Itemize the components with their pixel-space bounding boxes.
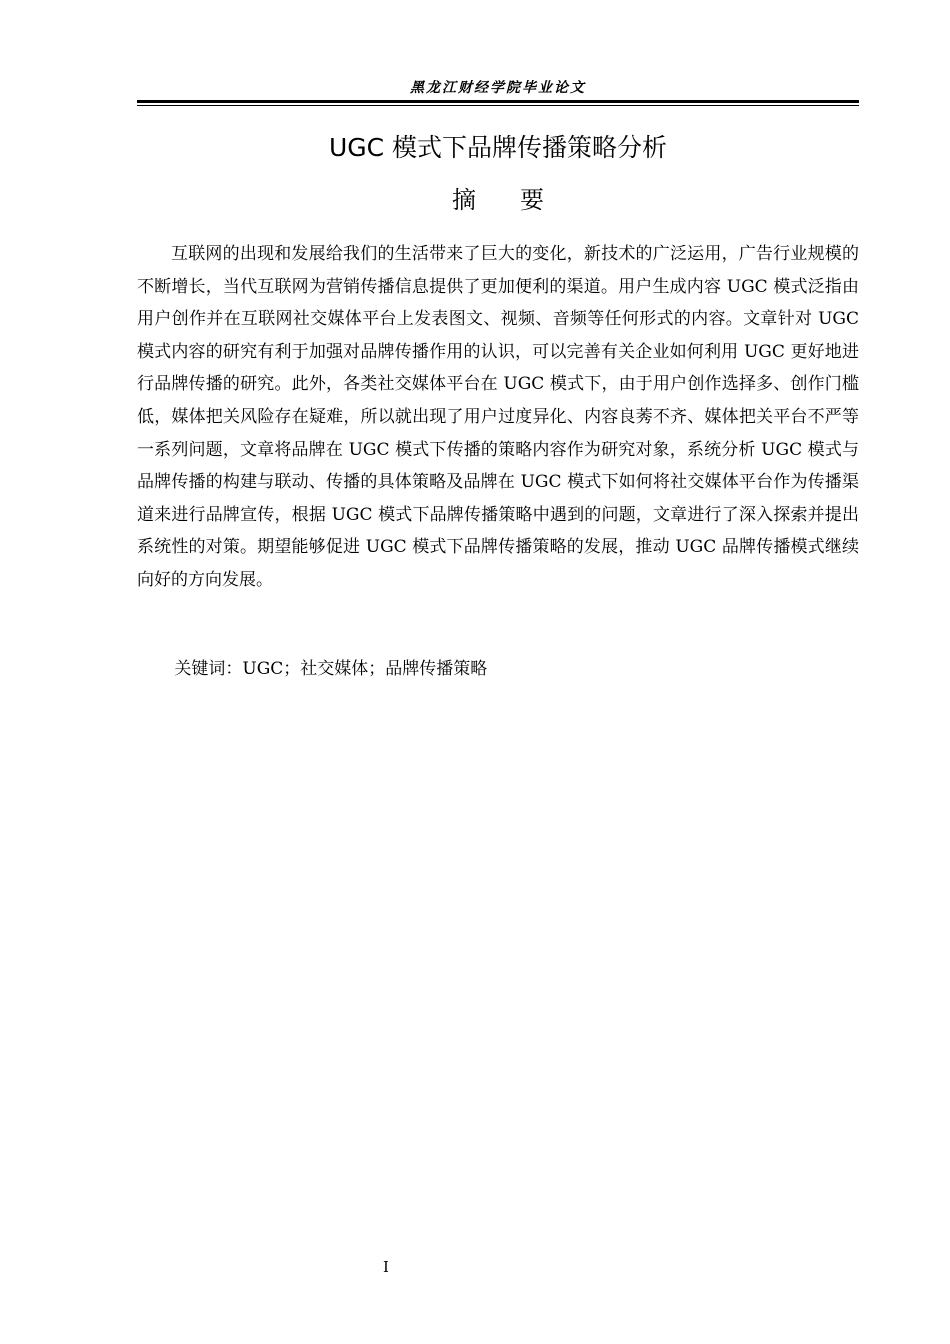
page-number: I (383, 1258, 389, 1276)
running-header: 黑龙江财经学院毕业论文 (410, 80, 586, 96)
abstract-heading (137, 182, 859, 218)
abstract-body: 互联网的出现和发展给我们的生活带来了巨大的变化，新技术的广泛运用，广告行业规模的不断增长，当代互联网为营销传播信息提供了更加便利的渠道。用户生成内容 UGC 模式泛指由用户创作并在互联网社交媒体平台上发表图文、视频、音频等任何形式的内容。文章针对 UGC 模式内容的研究有利于加强对品牌传播作用的认识，可以完善有关企业如何利用 UGC 更好地进行品牌传播的研究。此外，各类社交媒体平台在 UGC 模式下，由于用户创作选择多、创作门槛低，媒体把关风险存在疑难，所以就出现了用户过度异化、内容良莠不齐、媒体把关平台不严等一系列问题，文章将品牌在 UGC 模式下传播的策略内容作为研究对象，系统分析 UGC 模式与品牌传播的构建与联动、传播的具体策略及品牌在 UGC 模式下如何将社交媒体平台作为传播渠道来进行品牌宣传，根据 UGC 模式下品牌传播策略中遇到的问题，文章进行了深入探索并提出系统性的对策。期望能够促进 UGC 模式下品牌传播策略的发展，推动 UGC 品牌传播模式继续向好的方向发展。 (137, 244, 859, 590)
paper-title: UGC 模式下品牌传播策略分析 (328, 133, 668, 162)
header-rule-thin (137, 105, 859, 106)
abstract-heading-char-2: 要 (520, 186, 544, 214)
abstract-heading-char-1: 摘 (452, 186, 476, 214)
header-rule-thick (137, 100, 859, 103)
keywords-text: UGC；社交媒体；品牌传播策略 (242, 659, 488, 679)
keywords-line (137, 655, 859, 683)
keywords-label: 关键词： (174, 659, 243, 679)
